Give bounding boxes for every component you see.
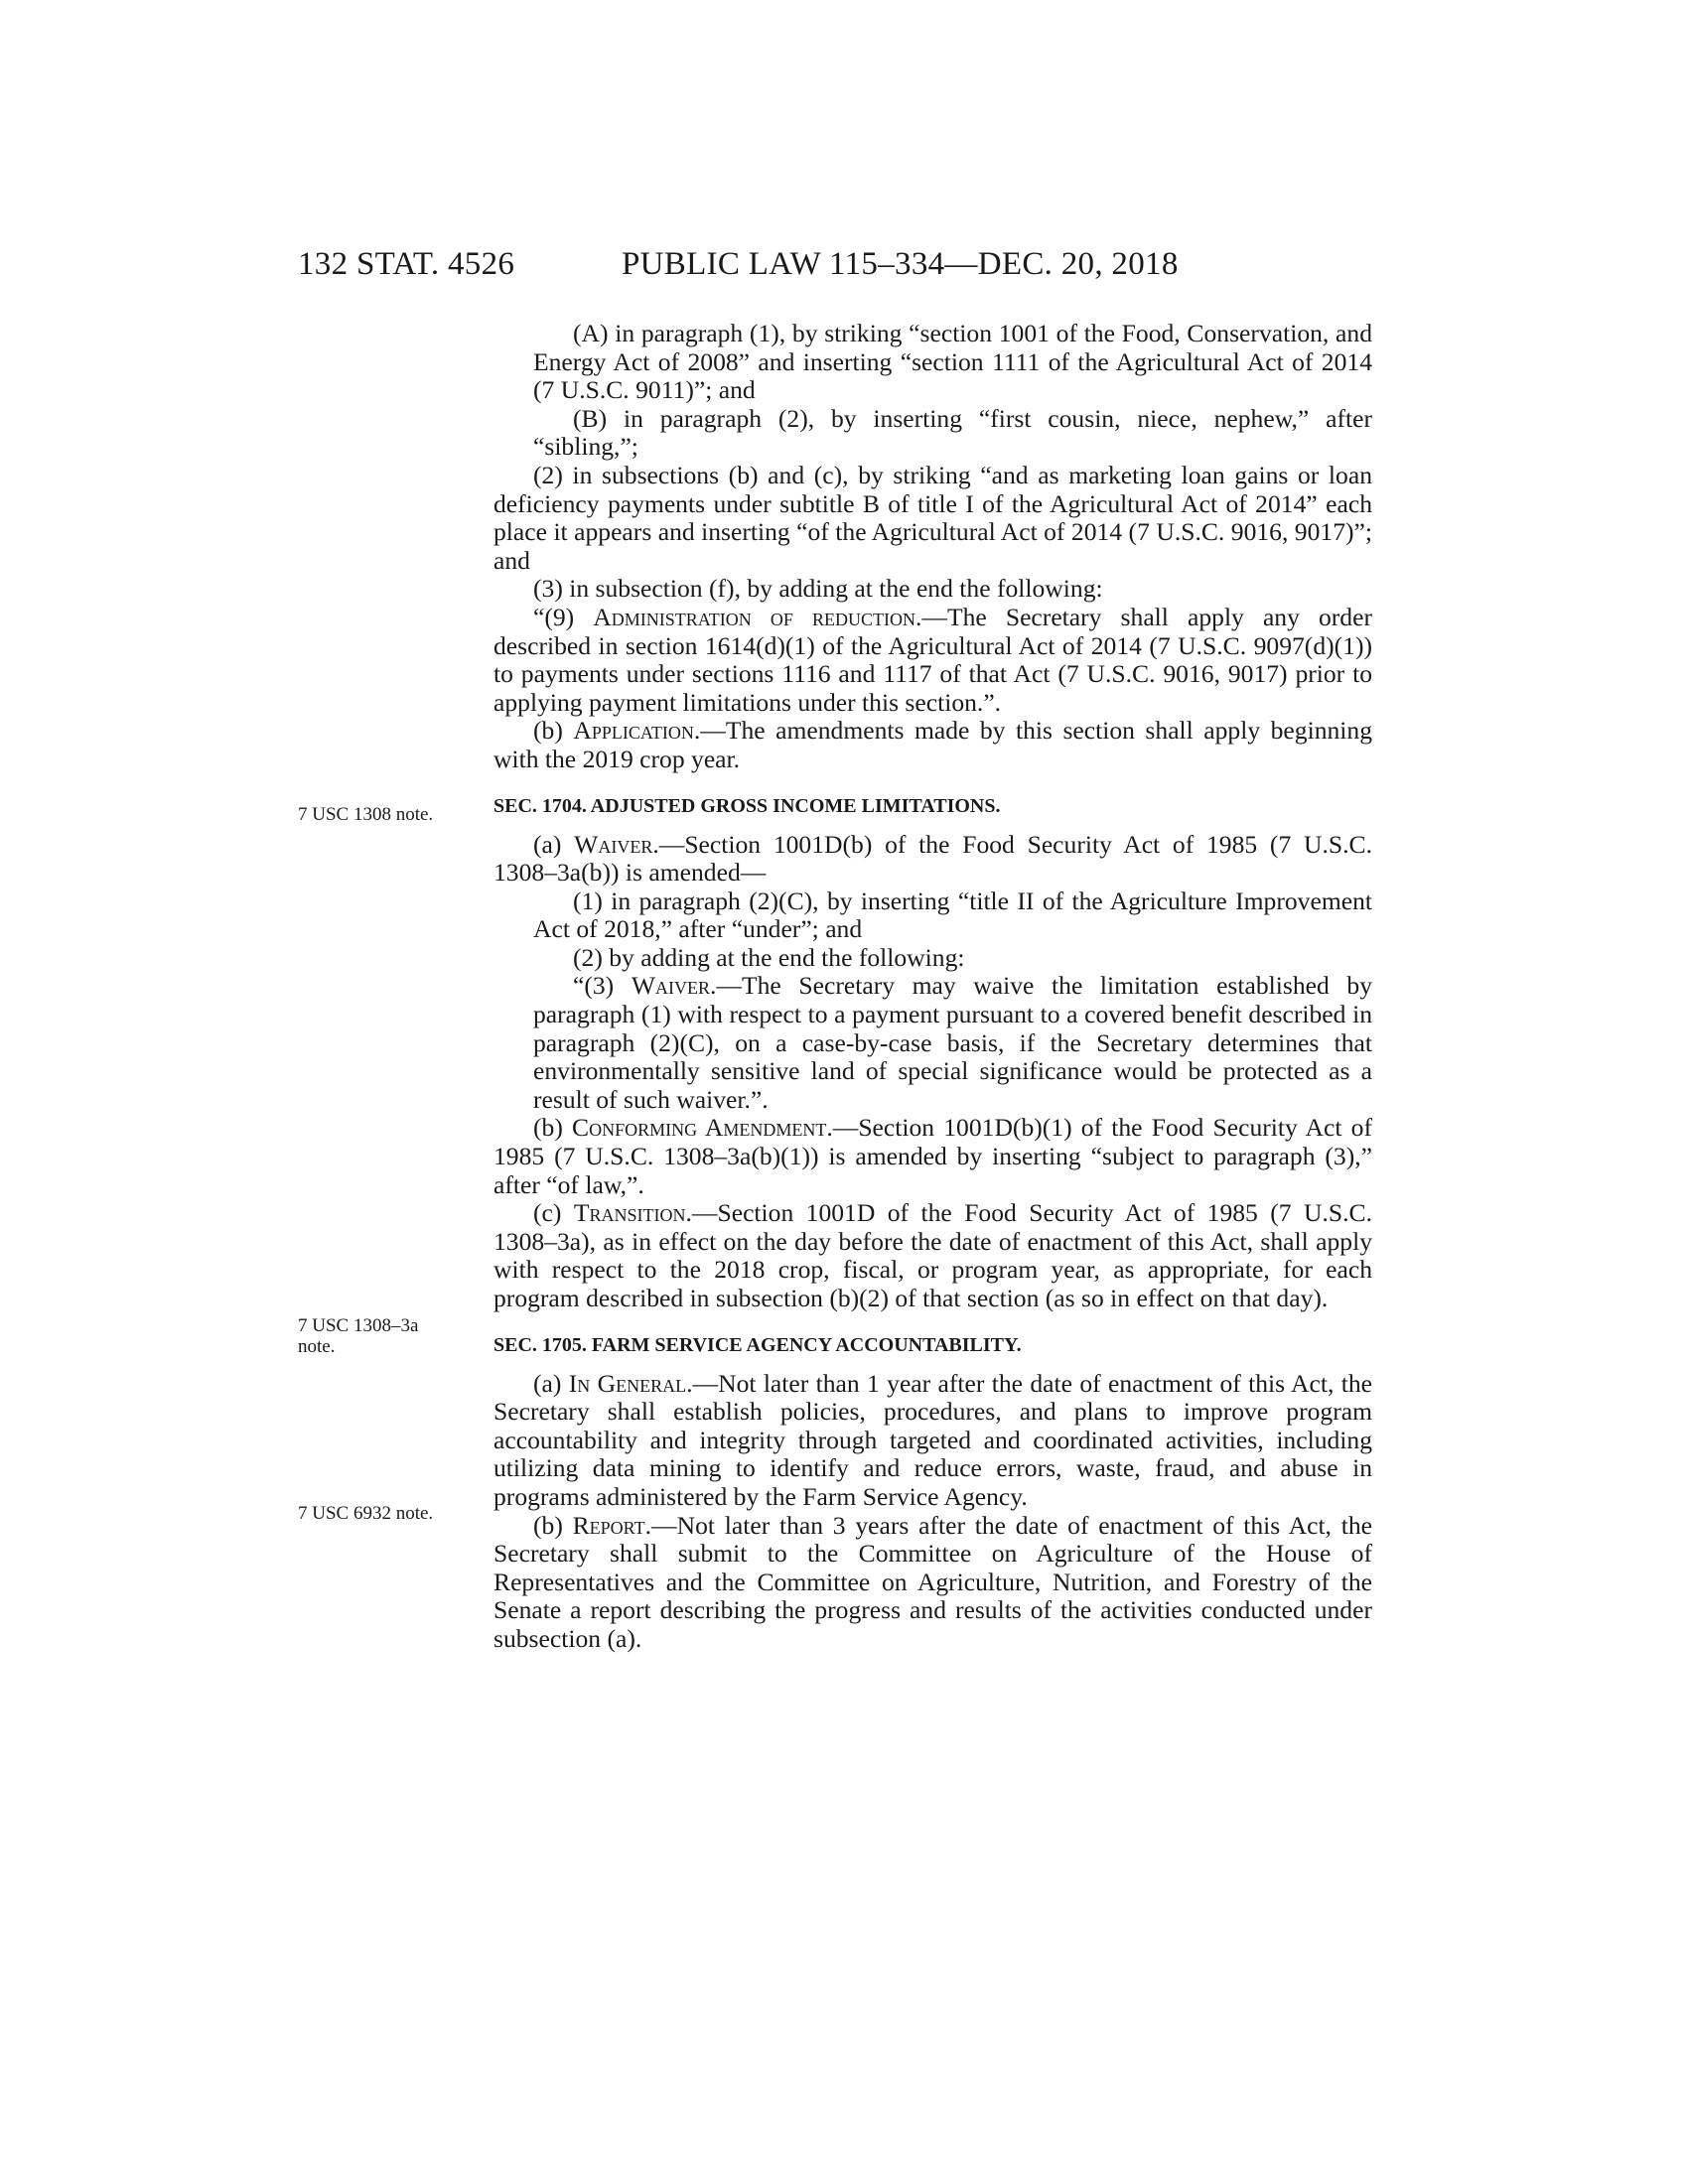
paragraph-waiver-1: (1) in paragraph (2)(C), by inserting “title II of the Agriculture Improvement Act of 2018,” after “under”; and — [533, 886, 1372, 944]
paragraph-text: .—The Secretary may waive the limitation established by paragraph (1) with respect to a payment pursuant to a covered benefit described in paragraph (2)(C), on a case-by-case basis, if the Secretary determines that environmentally sensitive land of special significance would be protected as a result of such waiver.”. — [533, 971, 1372, 1114]
paragraph-waiver-3 — [493, 972, 1372, 1114]
paragraph-number: “(3) — [573, 971, 632, 1001]
paragraph-heading: Conforming Amendment — [572, 1113, 827, 1143]
paragraph-number: (a) — [533, 829, 575, 859]
paragraph-heading: Administration of reduction — [593, 602, 915, 631]
paragraph-number: “(9) — [533, 602, 594, 631]
paragraph-application — [493, 717, 1372, 773]
paragraph-number: (b) — [533, 716, 574, 746]
paragraph-conforming-amendment — [493, 1114, 1372, 1199]
paragraph-text: .—Section 1001D(b) of the Food Security Act of 1985 (7 U.S.C. 1308–3a(b)) is amended— — [493, 829, 1372, 887]
paragraph-heading: Transition — [573, 1198, 686, 1228]
paragraph-text: .—Section 1001D(b)(1) of the Food Security Act of 1985 (7 U.S.C. 1308–3a(b)(1)) is amended by inserting “subject to paragraph (3),” after “of law,”. — [493, 1113, 1372, 1199]
section-1705-heading: SEC. 1705. FARM SERVICE AGENCY ACCOUNTABILITY. — [493, 1333, 1022, 1356]
paragraph-transition — [493, 1199, 1372, 1312]
paragraph-number: (c) — [533, 1198, 574, 1228]
paragraph-b1: (B) in paragraph (2), by inserting “first cousin, niece, nephew,” after “sibling,”; — [533, 403, 1372, 462]
statute-body — [493, 320, 1372, 1654]
paragraph-heading: In General — [568, 1368, 687, 1398]
paragraph-heading: Application — [573, 716, 694, 746]
paragraph-in-general — [493, 1370, 1372, 1512]
paragraph-number: (b) — [533, 1510, 573, 1540]
paragraph-9-administration — [493, 604, 1372, 717]
paragraph-number: (b) — [533, 1113, 573, 1143]
statute-page-number: 132 STAT. 4526 — [298, 246, 515, 282]
paragraph-number: (a) — [533, 1368, 569, 1398]
paragraph-heading: Report — [572, 1510, 645, 1540]
paragraph-text: .—Not later than 1 year after the date of enactment of this Act, the Secretary shall establish policies, procedures, and plans to improve program accountability and integrity through targeted and coordinated activities, including utilizing data mining to identify and reduce errors, waste, fraud, and abuse in programs administered by the Farm Service Agency. — [493, 1368, 1372, 1511]
margin-note-line: note. — [298, 1336, 336, 1357]
margin-note-7-usc-1308-3a — [298, 1315, 418, 1357]
paragraph-3: (3) in subsection (f), by adding at the end the following: — [533, 574, 1103, 604]
paragraph-text: .—The amendments made by this section shall apply beginning with the 2019 crop year. — [493, 716, 1372, 773]
margin-note-7-usc-1308: 7 USC 1308 note. — [298, 804, 434, 825]
section-1704-heading: SEC. 1704. ADJUSTED GROSS INCOME LIMITATIONS. — [493, 794, 1001, 817]
paragraph-a1: (A) in paragraph (1), by striking “section 1001 of the Food, Conservation, and Energy Act of 2008” and inserting “section 1111 of the Agricultural Act of 2014 (7 U.S.C. 9011)”; and — [533, 319, 1372, 405]
running-head-title: PUBLIC LAW 115–334—DEC. 20, 2018 — [622, 246, 1179, 282]
paragraph-2: (2) in subsections (b) and (c), by striking “and as marketing loan gains or loan deficiency payments under subtitle B of title I of the Agricultural Act of 2014” each place it appears and inserting “of the Agricultural Act of 2014 (7 U.S.C. 9016, 9017)”; and — [493, 460, 1372, 575]
paragraph-report — [493, 1512, 1372, 1654]
paragraph-text: .—Section 1001D of the Food Security Act of 1985 (7 U.S.C. 1308–3a), as in effect on the day before the date of enactment of this Act, shall apply with respect to the 2018 crop, fiscal, or program year, as appropriate, for each program described in subsection (b)(2) of that section (as so in effect on that day). — [493, 1198, 1372, 1312]
margin-note-7-usc-6932: 7 USC 6932 note. — [298, 1503, 434, 1524]
paragraph-waiver-2: (2) by adding at the end the following: — [573, 942, 965, 972]
margin-note-line: 7 USC 1308–3a — [298, 1315, 419, 1336]
paragraph-heading: Waiver — [631, 971, 710, 1001]
paragraph-text: .—The Secretary shall apply any order described in section 1614(d)(1) of the Agricultural Act of 2014 (7 U.S.C. 9097(d)(1)) to payments under sections 1116 and 1117 of that Act (7 U.S.C. 9016, 9017) prior to applying payment limitations under this section.”. — [493, 602, 1372, 717]
paragraph-waiver — [493, 831, 1372, 887]
paragraph-heading: Waiver — [574, 829, 653, 859]
paragraph-text: .—Not later than 3 years after the date of enactment of this Act, the Secretary shall submit to the Committee on Agriculture of the House of Representatives and the Committee on Agriculture, Nutrition, and Forestry of the Senate a report describing the progress and results of the activities conducted under subsection (a). — [493, 1510, 1372, 1653]
